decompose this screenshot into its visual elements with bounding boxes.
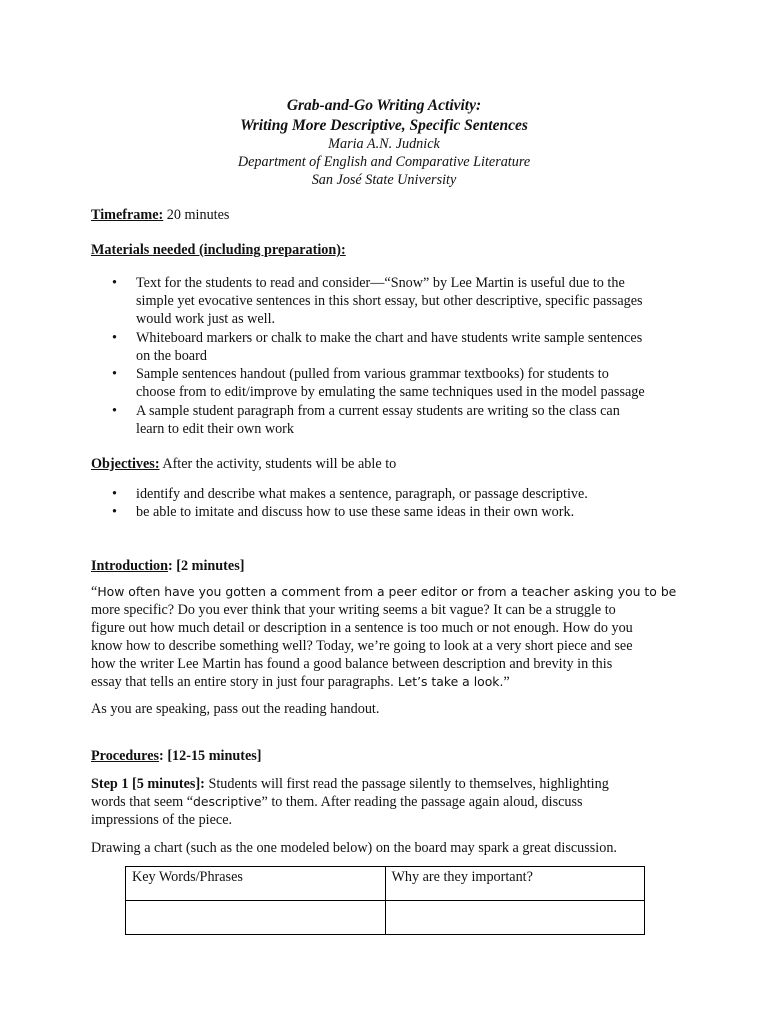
- objectives-label: Objectives:: [91, 456, 160, 472]
- list-item: • A sample student paragraph from a current essay students are writing so the class can learn to edit their own work: [136, 402, 696, 438]
- procedures-label: Procedures: [91, 748, 160, 764]
- list-item: • Whiteboard markers or chalk to make the chart and have students write sample sentences on the board: [136, 329, 696, 365]
- university: San José State University: [311, 172, 457, 188]
- list-item: • Sample sentences handout (pulled from various grammar textbooks) for students to choose from to edit/improve by emulating the same techniques used in the model passage: [136, 365, 696, 401]
- intro-after: As you are speaking, pass out the reading handout.: [91, 701, 380, 717]
- title-line-2: Writing More Descriptive, Specific Sentences: [240, 117, 528, 134]
- objectives-text: After the activity, students will be able to: [159, 456, 397, 472]
- department: Department of English and Comparative Literature: [237, 154, 531, 170]
- list-item: • identify and describe what makes a sentence, paragraph, or passage descriptive.: [136, 485, 696, 503]
- timeframe-label: Timeframe:: [91, 207, 164, 223]
- table-row: [126, 901, 645, 935]
- intro-quote-line: “How often have you gotten a comment from a peer editor or from a teacher asking you to be: [91, 584, 677, 600]
- intro-quote-line: figure out how much detail or description in a sentence is too much or not enough. How do you: [91, 620, 633, 636]
- table-header-cell: Why are they important?: [385, 867, 645, 901]
- introduction-time: : [2 minutes]: [168, 558, 245, 574]
- step1-line: Step 1 [5 minutes]: Students will first read the passage silently to themselves, highlighting: [91, 776, 609, 792]
- step1-label: Step 1 [5 minutes]:: [91, 776, 205, 792]
- materials-heading: Materials needed (including preparation):: [91, 242, 346, 258]
- introduction-heading: [91, 557, 691, 575]
- intro-quote-line: more specific? Do you ever think that your writing seems a bit vague? It can be a struggle to: [91, 602, 616, 618]
- chart-intro: Drawing a chart (such as the one modeled below) on the board may spark a great discussion.: [91, 840, 617, 856]
- table-header-cell: Key Words/Phrases: [126, 867, 386, 901]
- introduction-label: Introduction: [91, 558, 168, 574]
- intro-quote-line: know how to describe something well? Today, we’re going to look at a very short piece and see: [91, 638, 633, 654]
- step1-line: words that seem “descriptive” to them. After reading the passage again aloud, discuss: [91, 794, 583, 810]
- step1-line: impressions of the piece.: [91, 812, 233, 828]
- procedures-time: : [12-15 minutes]: [159, 748, 262, 764]
- objectives-line: [91, 455, 691, 473]
- title-line-1: Grab-and-Go Writing Activity:: [286, 97, 482, 114]
- table-header-row: [126, 867, 645, 901]
- intro-quote-line: how the writer Lee Martin has found a good balance between description and brevity in this: [91, 656, 613, 672]
- timeframe-value: 20 minutes: [163, 207, 230, 223]
- table-cell: [126, 901, 386, 935]
- intro-quote-line: essay that tells an entire story in just four paragraphs. Let’s take a look.”: [91, 674, 510, 690]
- list-item: • be able to imitate and discuss how to use these same ideas in their own work.: [136, 503, 696, 521]
- key-words-table: [125, 866, 645, 935]
- list-item: • Text for the students to read and consider—“Snow” by Lee Martin is useful due to the simple yet evocative sentences in this short essay, but other descriptive, specific passages would work just as well.: [136, 274, 696, 328]
- procedures-heading: [91, 747, 691, 765]
- timeframe-line: [91, 206, 691, 224]
- table-cell: [385, 901, 645, 935]
- author: Maria A.N. Judnick: [328, 136, 440, 152]
